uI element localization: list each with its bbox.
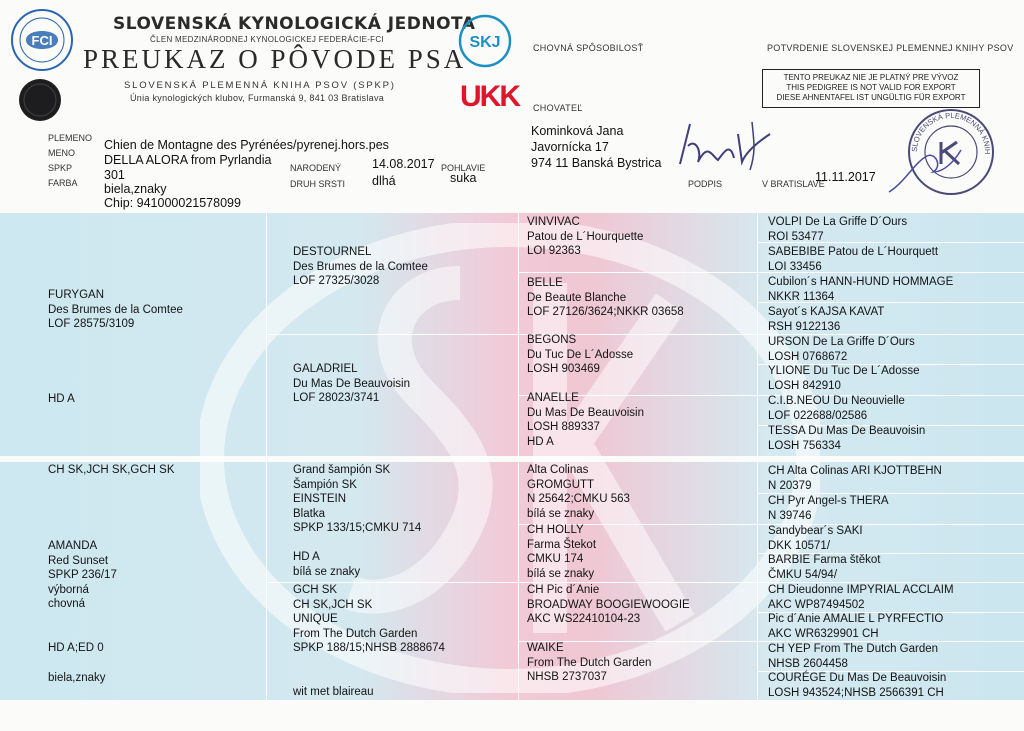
org-member: ČLEN MEDZINÁRODNEJ KYNOLOGICKEJ FEDERÁCIE-FCI	[150, 35, 384, 44]
ukk-logo: UKK	[460, 80, 519, 113]
gen4-reg: LOI 33456	[768, 260, 822, 273]
signature	[672, 112, 782, 178]
sire-cell	[48, 288, 183, 332]
gen2-ds-line: Blatka	[293, 507, 325, 520]
gen3-line: Alta Colinas	[527, 464, 589, 476]
gen4-name: COURÉGE Du Mas De Beauvoisin	[768, 672, 947, 684]
dog-name-value: DELLA ALORA from Pyrlandia	[104, 153, 272, 167]
document-title: PREUKAZ O PÔVODE PSA	[83, 44, 467, 74]
gen3-line: Du Tuc De L´Adosse	[527, 348, 634, 361]
breeder-city: 974 11 Banská Bystrica	[531, 156, 662, 170]
embossed-seal	[18, 78, 62, 122]
gen4-7	[768, 394, 905, 423]
gen4-reg: NKKR 11364	[768, 290, 835, 303]
gen3-line: N 25642;CMKU 563	[527, 493, 630, 505]
fci-logo-text: FCI	[31, 33, 53, 48]
gen4-1	[768, 215, 907, 244]
gen4-8	[768, 424, 925, 453]
export-line-1: TENTO PREUKAZ NIE JE PLATNÝ PRE VÝVOZ	[783, 73, 959, 82]
sire-reg: LOF 28575/3109	[48, 318, 135, 330]
gen2-dd-line	[293, 670, 445, 685]
org-name: SLOVENSKÁ KYNOLOGICKÁ JEDNOTA	[113, 14, 476, 34]
breeder-street: Javornícka 17	[531, 140, 609, 154]
gen3-line: LOSH 903469	[527, 363, 600, 375]
registry-address: Únia kynologických klubov, Furmanská 9, 841 03 Bratislava	[130, 93, 385, 103]
gen3-line: De Beaute Blanche	[527, 291, 627, 304]
gen3-sds	[527, 333, 633, 377]
gen2-dd-line: UNIQUE	[293, 613, 338, 625]
gen3-line: CH HOLLY	[527, 524, 584, 536]
breeder-name: Kominková Jana	[531, 124, 624, 138]
export-notice	[762, 69, 980, 108]
pedigree-table	[0, 213, 1024, 700]
coat-value: dlhá	[372, 174, 396, 188]
gen2-ds-line: SPKP 133/15;CMKU 714	[293, 522, 422, 534]
gen3-line: bílá se znaky	[527, 567, 595, 580]
gen4-9	[768, 464, 942, 493]
gen4-2	[768, 245, 938, 274]
gen3-line: Du Mas De Beauvoisin	[527, 406, 644, 419]
gen3-line: bílá se znaky	[527, 507, 595, 520]
sire-hd: HD A	[48, 393, 75, 405]
gen2-dd-line: wit met blaireau	[293, 685, 374, 698]
gen2-ds-line: Šampión SK	[293, 478, 357, 491]
gen4-name: Sayot´s KAJSA KAVAT	[768, 306, 885, 318]
gen4-name: TESSA Du Mas De Beauvoisin	[768, 425, 926, 437]
dam-breeding: chovná	[48, 598, 86, 610]
stamp-signature	[885, 142, 965, 197]
gen3-line: GROMGUTT	[527, 478, 595, 491]
gen2-ss-line: DESTOURNEL	[293, 246, 372, 258]
color-value: biela,znaky	[104, 182, 167, 196]
gen3-line: LOI 92363	[527, 245, 581, 257]
sire-name: FURYGAN	[48, 289, 105, 301]
gen4-4	[768, 305, 884, 334]
plemeno-label: PLEMENO	[48, 133, 93, 143]
dam-name: AMANDA	[48, 540, 98, 552]
gen4-reg: LOSH 943524;NHSB 2566391 CH	[768, 686, 944, 699]
gen4-5	[768, 335, 915, 364]
registry-name: SLOVENSKÁ PLEMENNÁ KNIHA PSOV (SPKP)	[124, 80, 396, 91]
gen3-line: BROADWAY BOOGIEWOOGIE	[527, 598, 690, 611]
gen4-name: URSON De La Griffe D´Ours	[768, 336, 915, 348]
gen4-name: CH Alta Colinas ARI KJOTTBEHN	[768, 465, 942, 477]
gen3-line: AKC WS22410104-23	[527, 613, 641, 625]
gen4-10	[768, 494, 889, 523]
dam-hd: HD A;ED 0	[48, 642, 104, 654]
gen3-dsd	[527, 523, 596, 581]
spkp-value: 301	[104, 168, 125, 182]
export-line-2: THIS PEDIGREE IS NOT VALID FOR EXPORT	[786, 83, 956, 92]
gen3-line: HD A	[527, 435, 554, 448]
gen2-ss	[293, 245, 428, 289]
gen4-reg: NHSB 2604458	[768, 657, 848, 670]
pohlavie-label: POHLAVIE	[441, 163, 486, 173]
gen4-reg: AKC WP87494502	[768, 598, 865, 611]
gen4-reg: N 20379	[768, 479, 812, 492]
gen4-name: C.I.B.NEOU Du Neouvielle	[768, 395, 905, 407]
chovatel-label: CHOVATEĽ	[533, 103, 583, 113]
breed-value: Chien de Montagne des Pyrénées/pyrenej.hors.pes	[104, 138, 389, 152]
gen3-ssd	[527, 276, 684, 320]
gen3-line: Patou de L´Hourquette	[527, 230, 644, 243]
gen4-reg: LOSH 842910	[768, 379, 841, 392]
spkp-label: SPKP	[48, 163, 73, 173]
gen3-line: LOSH 889337	[527, 421, 600, 433]
gen2-dd-line: From The Dutch Garden	[293, 627, 418, 640]
potvrdenie-label: POTVRDENIE SLOVENSKEJ PLEMENNEJ KNIHY PSOV	[767, 43, 1014, 53]
gen3-line: VINVIVAC	[527, 216, 580, 228]
dam-rating: výborná	[48, 583, 89, 596]
gen2-ss-line: LOF 27325/3028	[293, 275, 380, 287]
gen4-name: VOLPI De La Griffe D´Ours	[768, 216, 908, 228]
gen4-reg: ČMKU 54/94/	[768, 568, 838, 581]
farba-label: FARBA	[48, 178, 78, 188]
gen2-dd	[293, 583, 445, 699]
gen3-sss	[527, 215, 643, 259]
gen2-ds-line: HD A	[293, 551, 320, 563]
gen4-name: CH Dieudonne IMPYRIAL ACCLAIM	[768, 584, 954, 596]
gen2-sd-line: LOF 28023/3741	[293, 392, 380, 404]
gen2-ds-line: EINSTEIN	[293, 493, 347, 505]
gen4-reg: RSH 9122136	[768, 320, 841, 333]
sire-kennel: Des Brumes de la Comtee	[48, 303, 183, 316]
gen3-sdd	[527, 391, 644, 449]
gen3-line: CMKU 174	[527, 553, 584, 565]
v-bratislave-label: V BRATISLAVE	[762, 179, 825, 189]
gen4-name: CH Pyr Angel-s THERA	[768, 495, 889, 507]
gen2-dd-line	[293, 656, 445, 671]
gen3-line: BEGONS	[527, 334, 577, 346]
gen4-name: YLIONE Du Tuc De L´Adosse	[768, 365, 920, 377]
dam-titles: CH SK,JCH SK,GCH SK	[48, 464, 175, 476]
gen4-6	[768, 364, 919, 393]
gen2-ds-line: Grand šampión SK	[293, 464, 391, 476]
chip-value: Chip: 941000021578099	[104, 196, 241, 210]
gen3-line: NHSB 2737037	[527, 671, 607, 683]
gen2-sd-line: GALADRIEL	[293, 363, 358, 375]
gen2-ds-line	[293, 536, 421, 551]
gen3-line: Farma Štekot	[527, 538, 597, 551]
export-line-3: DIESE AHNENTAFEL IST UNGÜLTIG FÜR EXPORT	[776, 93, 966, 102]
sex-value: suka	[450, 171, 477, 185]
gen2-ds	[293, 463, 421, 579]
gen3-line: LOF 27126/3624;NKKR 03658	[527, 306, 684, 318]
gen2-ss-line: Des Brumes de la Comtee	[293, 260, 428, 273]
podpis-label: PODPIS	[688, 179, 723, 189]
narodeny-label: NARODENÝ	[290, 163, 342, 173]
meno-label: MENO	[48, 148, 75, 158]
gen4-reg: LOSH 756334	[768, 439, 841, 452]
fci-logo	[10, 8, 74, 72]
gen4-reg: AKC WR6329901 CH	[768, 627, 879, 640]
gen3-line: From The Dutch Garden	[527, 656, 652, 669]
gen2-sd-line: Du Mas De Beauvoisin	[293, 377, 410, 390]
skj-logo	[458, 14, 512, 68]
stamp-text: SLOVENSKÁ PLEMENNÁ KNIH	[909, 110, 993, 155]
gen4-reg: LOF 022688/02586	[768, 409, 868, 422]
gen4-reg: N 39746	[768, 509, 812, 522]
born-value: 14.08.2017	[372, 157, 435, 171]
gen2-sd	[293, 362, 410, 406]
gen3-dss	[527, 463, 630, 521]
druh-srsti-label: DRUH SRSTI	[290, 179, 346, 189]
gen4-name: Sandybear´s SAKI	[768, 525, 863, 537]
gen3-line: CH Pic d´Anie	[527, 584, 600, 596]
gen3-ddd	[527, 641, 651, 685]
gen4-12	[768, 553, 880, 582]
chovna-label: CHOVNÁ SPÔSOBILOSŤ	[533, 43, 644, 53]
gen4-name: BARBIE Farma štěkot	[768, 554, 881, 566]
gen4-name: Cubilon´s HANN-HUND HOMMAGE	[768, 276, 954, 288]
gen4-14	[768, 612, 943, 641]
gen3-line: WAIKE	[527, 642, 564, 654]
gen4-name: SABEBIBE Patou de L´Hourquett	[768, 246, 939, 258]
dam-cell	[48, 539, 117, 612]
gen4-reg: DKK 10571/	[768, 539, 831, 552]
gen3-dds	[527, 583, 690, 627]
gen4-name: Pic d´Anie AMALIE L PYRFECTIO	[768, 613, 944, 625]
gen4-name: CH YEP From The Dutch Garden	[768, 643, 939, 655]
gen4-reg: ROI 53477	[768, 230, 824, 243]
gen3-line: ANAELLE	[527, 392, 579, 404]
gen4-16	[768, 671, 946, 700]
dam-reg: SPKP 236/17	[48, 569, 117, 581]
gen2-dd-line: GCH SK	[293, 584, 338, 596]
gen2-dd-line: CH SK,JCH SK	[293, 598, 373, 611]
skj-logo-text: SKJ	[469, 34, 501, 51]
dam-color: biela,znaky	[48, 672, 106, 684]
issue-date: 11.11.2017	[815, 170, 876, 184]
gen2-ds-line: bílá se znaky	[293, 565, 361, 578]
gen4-3	[768, 275, 953, 304]
gen2-dd-line: SPKP 188/15;NHSB 2888674	[293, 642, 445, 654]
gen4-13	[768, 583, 954, 612]
gen3-line: BELLE	[527, 277, 563, 289]
gen4-11	[768, 524, 863, 553]
dam-kennel: Red Sunset	[48, 554, 109, 567]
gen4-15	[768, 642, 938, 671]
gen4-reg: LOSH 0768672	[768, 350, 848, 363]
